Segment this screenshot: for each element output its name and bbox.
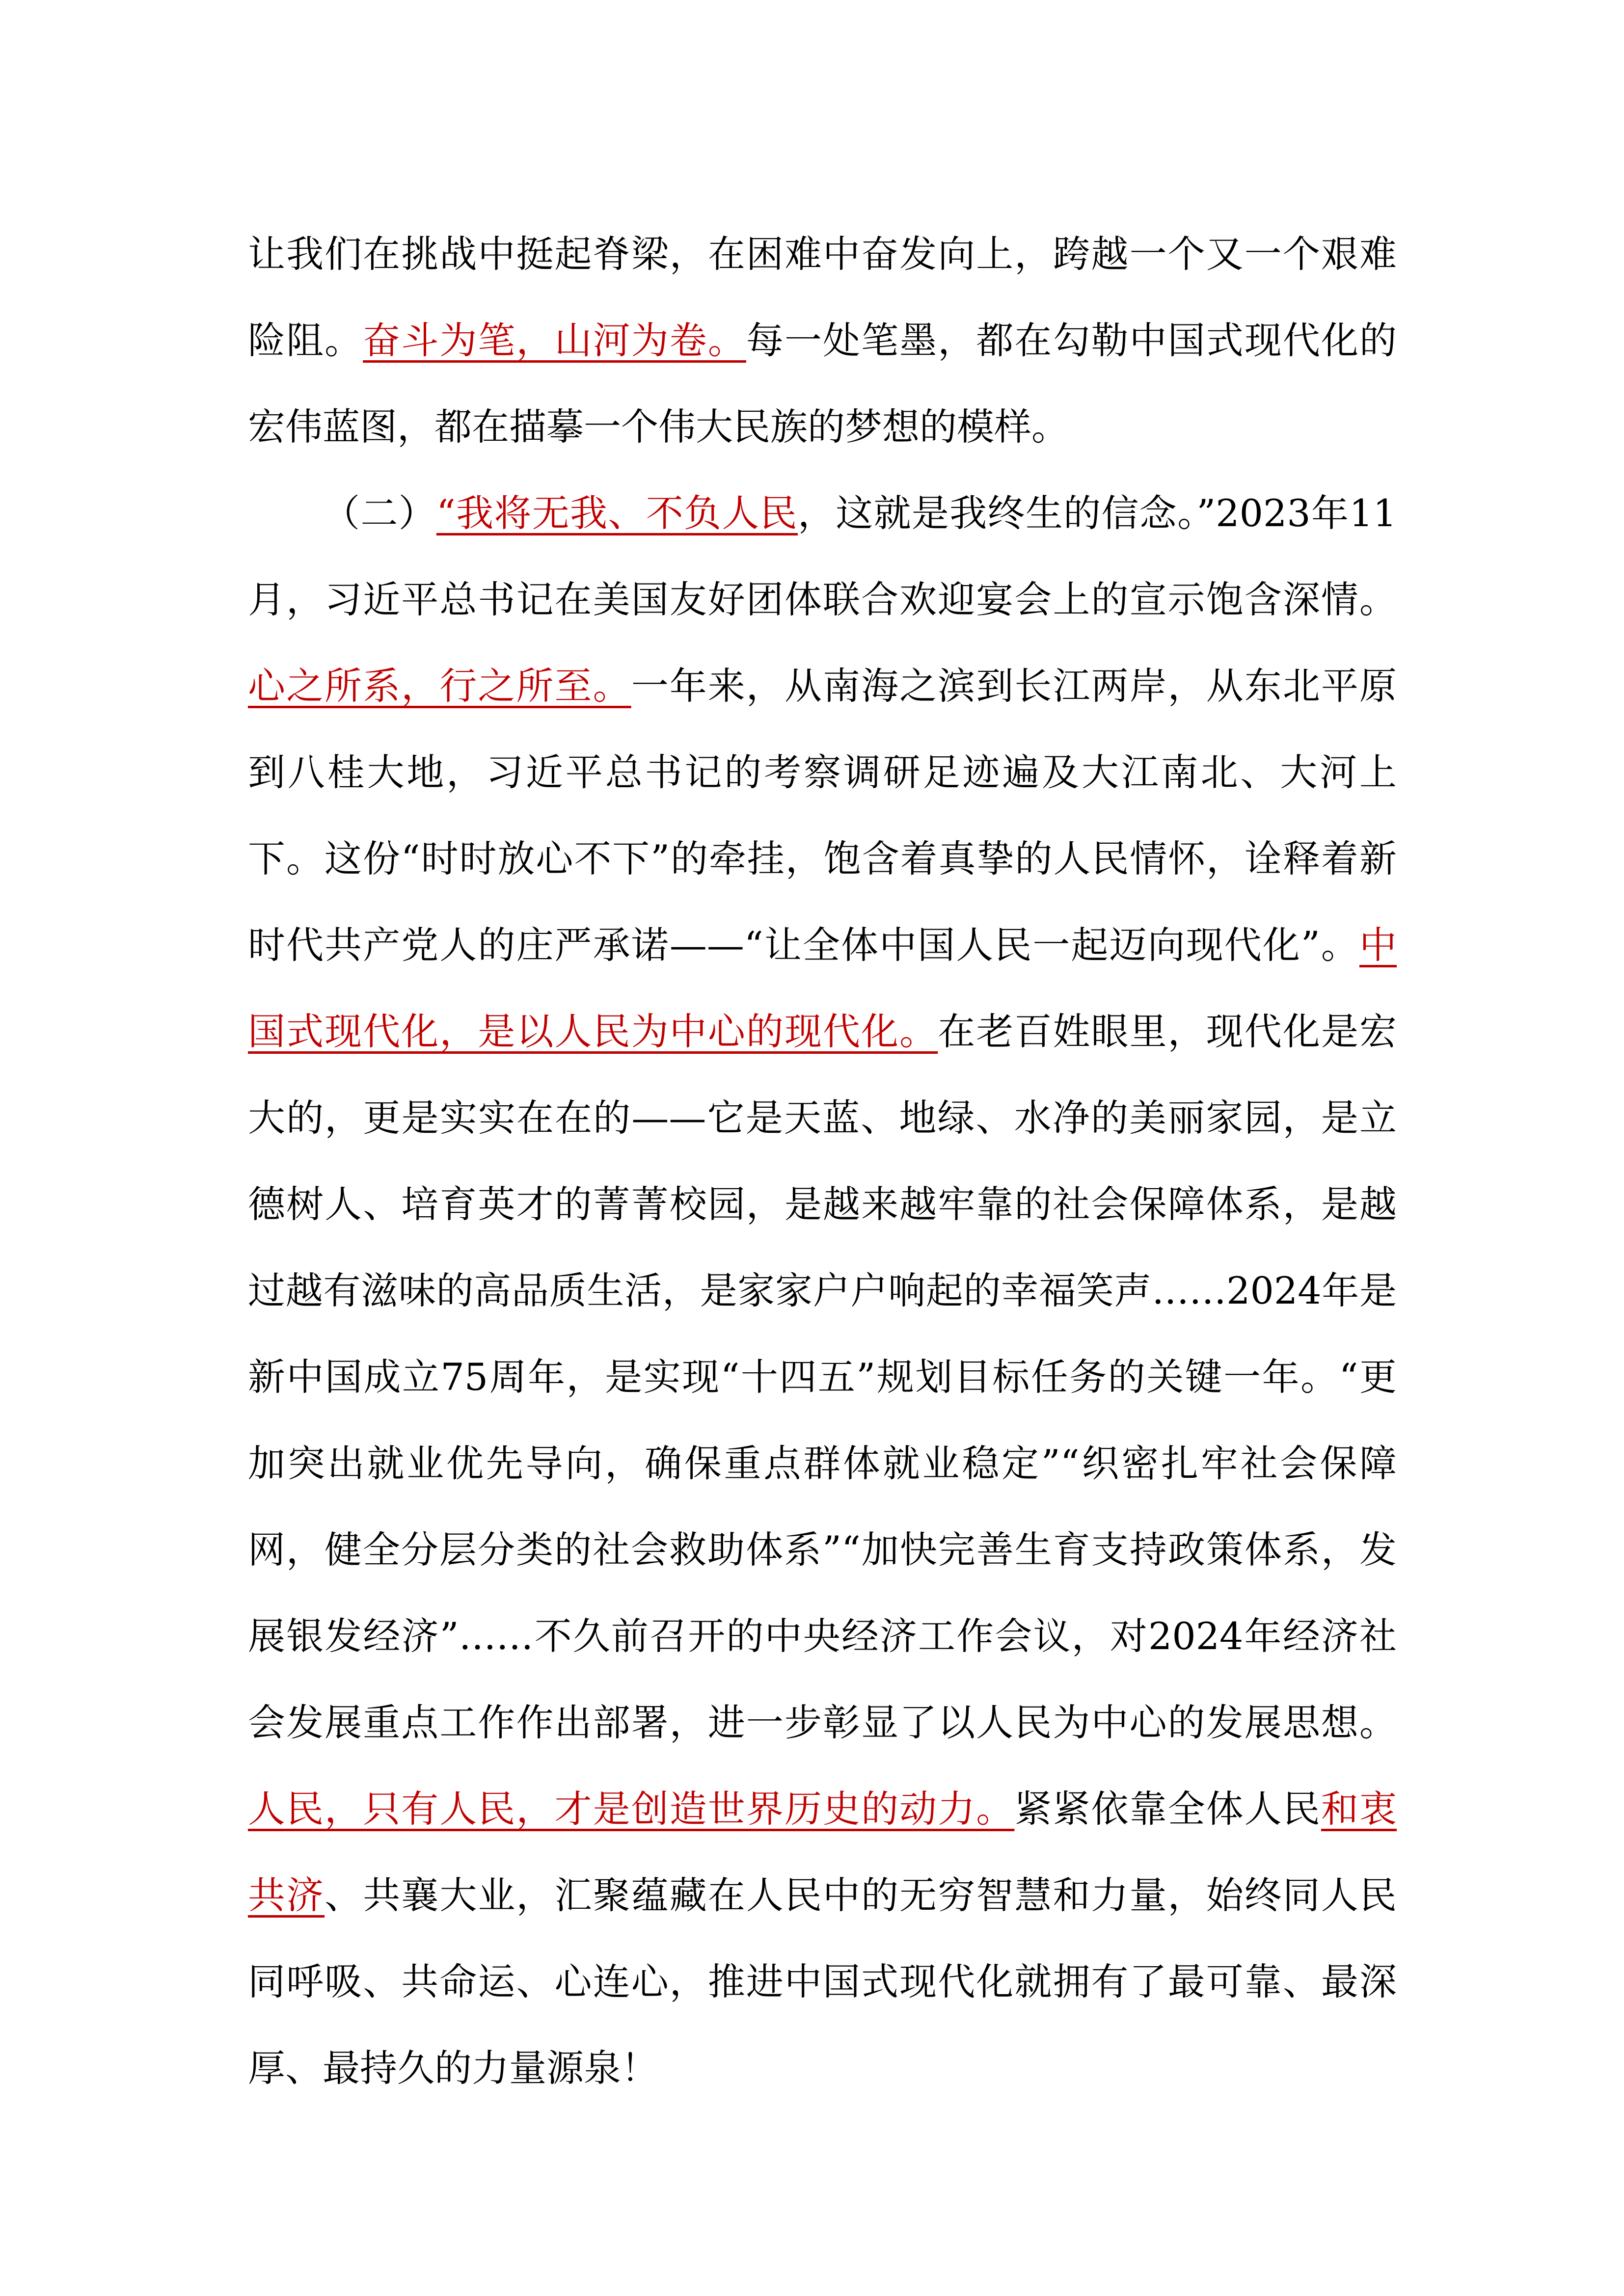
text-run: 在老百姓眼里，现代化是宏大的，更是实实在在的——它是天蓝、地绿、水净的美丽家园，是立德树人、培育英才的菁菁校园，是越来越牢靠的社会保障体系，是越过越有滋味的高品质生活，是家家户户响起的幸福笑声……2024年是新中国成立75周年，是实现“十四五”规划目标任务的关键一年。“更加突出就业优先导向，确保重点群体就业稳定”“织密扎牢社会保障网，健全分层分类的社会救助体系”“加快完善生育支持政策体系，发展银发经济”……不久前召开的中央经济工作会议，对2024年经济社会发展重点工作作出部署，进一步彰显了以人民为中心的发展思想。 xyxy=(248,1010,1397,1744)
highlighted-phrase: 奋斗为笔，山河为卷。 xyxy=(363,319,746,362)
paragraph-1 xyxy=(248,211,1397,470)
text-run: 每一处笔墨，都在勾勒中国式现代化的宏伟蓝图，都在描摹一个伟大民族的梦想的模样。 xyxy=(248,319,1397,449)
highlighted-phrase: 和衷共济 xyxy=(248,1787,1397,1917)
text-run: ，这就是我终生的信念。”2023年11月，习近平总书记在美国友好团体联合欢迎宴会上的宣示饱含深情。 xyxy=(248,491,1397,621)
highlighted-phrase: 人民，只有人民，才是创造世界历史的动力。 xyxy=(248,1787,1015,1831)
highlighted-phrase: 中国式现代化，是以人民为中心的现代化。 xyxy=(248,923,1397,1053)
highlighted-phrase: 心之所系，行之所至。 xyxy=(248,664,631,708)
section-number: （二） xyxy=(323,491,436,535)
text-run: 让我们在挑战中挺起脊梁，在困难中奋发向上，跨越一个又一个艰难险阻。 xyxy=(248,232,1397,362)
text-run: 紧紧依靠全体人民 xyxy=(1014,1787,1321,1831)
text-run: 、共襄大业，汇聚蕴藏在人民中的无穷智慧和力量，始终同人民同呼吸、共命运、心连心，推进中国式现代化就拥有了最可靠、最深厚、最持久的力量源泉！ xyxy=(248,1873,1397,2090)
body-text xyxy=(248,211,1397,2111)
paragraph-2 xyxy=(248,470,1397,2111)
highlighted-quote: “我将无我、不负人民 xyxy=(436,491,798,535)
text-run: 一年来，从南海之滨到长江两岸，从东北平原到八桂大地，习近平总书记的考察调研足迹遍及大江南北、大河上下。这份“时时放心不下”的牵挂，饱含着真挚的人民情怀，诠释着新时代共产党人的庄严承诺——“让全体中国人民一起迈向现代化”。 xyxy=(248,664,1397,967)
